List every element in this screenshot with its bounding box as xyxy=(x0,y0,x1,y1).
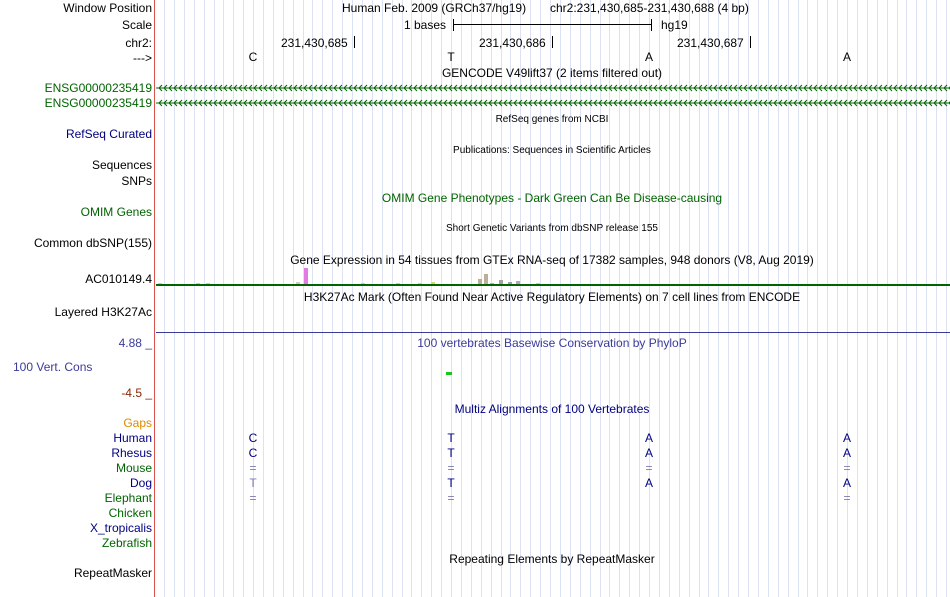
coordinate-label: 231,430,687 xyxy=(677,36,744,50)
reference-base: A xyxy=(842,50,851,64)
gtex-tissue-bar xyxy=(158,283,162,284)
alignment-base: C xyxy=(248,446,258,460)
coordinate-label: 231,430,685 xyxy=(281,36,348,50)
alignment-base: A xyxy=(842,446,851,460)
alignment-base: A xyxy=(842,431,851,445)
repeatmasker-track-label[interactable]: RepeatMasker xyxy=(73,566,152,580)
gtex-tissue-bar xyxy=(484,274,488,284)
phylop-max-label: 4.88 _ xyxy=(118,336,152,350)
species-label-mouse[interactable]: Mouse xyxy=(115,461,152,475)
phylop-track-title[interactable]: 100 vertebrates Basewise Conservation by PhyloP xyxy=(417,336,687,350)
refseq-track-title[interactable]: RefSeq genes from NCBI xyxy=(495,114,609,125)
alignment-base: A xyxy=(644,431,653,445)
sequences-track-label[interactable]: Sequences xyxy=(91,158,152,172)
coordinate-tick xyxy=(354,36,355,48)
alignment-base: C xyxy=(248,431,258,445)
refseq-track-label[interactable]: RefSeq Curated xyxy=(65,127,152,141)
gtex-tissue-bar xyxy=(431,282,435,284)
gtex-tissue-bar xyxy=(490,283,494,284)
species-label-human[interactable]: Human xyxy=(113,431,152,445)
gaps-label: Gaps xyxy=(123,416,152,430)
db-text: hg19 xyxy=(661,18,688,32)
gtex-tissue-bar xyxy=(508,282,512,284)
h3k27ac-track-label[interactable]: Layered H3K27Ac xyxy=(54,305,152,319)
gtex-expression-bars[interactable] xyxy=(156,266,950,284)
gtex-tissue-bar xyxy=(296,282,300,284)
species-label-rhesus[interactable]: Rhesus xyxy=(111,446,152,460)
gencode-track-title[interactable]: GENCODE V49lift37 (2 items filtered out) xyxy=(441,66,663,80)
alignment-base: = xyxy=(843,491,851,505)
dbsnp-track-title[interactable]: Short Genetic Variants from dbSNP release 155 xyxy=(446,223,658,234)
gtex-tissue-bar xyxy=(478,279,482,284)
alignment-base: = xyxy=(447,461,455,475)
gtex-track-label[interactable]: AC010149.4 xyxy=(85,272,152,286)
gtex-tissue-bar xyxy=(418,283,422,284)
omim-track-label[interactable]: OMIM Genes xyxy=(80,205,152,219)
reference-base: C xyxy=(248,50,258,64)
gencode-gene-feature[interactable] xyxy=(156,97,950,109)
alignment-base: T xyxy=(447,476,455,490)
h3k27ac-track-title[interactable]: H3K27Ac Mark (Often Found Near Active Regulatory Elements) on 7 cell lines from ENCODE xyxy=(303,290,801,304)
coordinate-tick xyxy=(552,36,553,48)
gencode-item-label[interactable]: ENSG00000235419 xyxy=(44,96,152,110)
h3k27ac-baseline xyxy=(156,332,950,333)
gtex-tissue-bar xyxy=(516,281,520,284)
phylop-score-mark xyxy=(446,372,452,375)
strand-label: ---> xyxy=(133,51,152,65)
gtex-tissue-bar xyxy=(536,283,540,284)
snps-track-label[interactable]: SNPs xyxy=(121,174,152,188)
species-label-elephant[interactable]: Elephant xyxy=(104,491,152,505)
gtex-tissue-bar xyxy=(361,283,365,284)
gtex-baseline xyxy=(156,284,950,286)
species-label-dog[interactable]: Dog xyxy=(129,476,152,490)
window-position-label: Window Position xyxy=(63,1,152,15)
scale-label: Scale xyxy=(121,18,152,32)
scale-bar-left-tick xyxy=(453,19,454,31)
scale-bar xyxy=(453,24,652,25)
gtex-tissue-bar xyxy=(304,268,308,284)
alignment-base: = xyxy=(843,461,851,475)
scale-bar-right-tick xyxy=(651,19,652,31)
coordinate-tick xyxy=(750,36,751,48)
gtex-tissue-bar xyxy=(206,283,210,284)
coordinate-label: 231,430,686 xyxy=(479,36,546,50)
species-label-chicken[interactable]: Chicken xyxy=(108,506,152,520)
alignment-base: = xyxy=(447,491,455,505)
alignment-base: A xyxy=(644,476,653,490)
alignment-base: T xyxy=(249,476,257,490)
gtex-tissue-bar xyxy=(499,280,503,284)
assembly-text: Human Feb. 2009 (GRCh37/hg19) xyxy=(342,1,527,15)
species-label-zebrafish[interactable]: Zebrafish xyxy=(101,536,152,550)
label-separator xyxy=(154,0,155,597)
alignment-base: = xyxy=(249,491,257,505)
reference-base: T xyxy=(447,50,455,64)
dbsnp-track-label[interactable]: Common dbSNP(155) xyxy=(33,236,152,250)
alignment-base: = xyxy=(249,461,257,475)
alignment-base: A xyxy=(842,476,851,490)
alignment-base: T xyxy=(447,446,455,460)
phylop-min-label: -4.5 _ xyxy=(121,386,152,400)
gencode-item-label[interactable]: ENSG00000235419 xyxy=(44,81,152,95)
species-label-x-tropicalis[interactable]: X_tropicalis xyxy=(89,521,152,535)
gtex-tissue-bar xyxy=(396,283,400,284)
gencode-gene-feature[interactable] xyxy=(156,82,950,94)
scale-text: 1 bases xyxy=(404,18,447,32)
gtex-track-title[interactable]: Gene Expression in 54 tissues from GTEx RNA-seq of 17382 samples, 948 donors (V8, Aug 2019) xyxy=(290,253,814,267)
alignment-base: T xyxy=(447,431,455,445)
alignment-base: = xyxy=(645,461,653,475)
gtex-tissue-bar xyxy=(196,283,200,284)
chrom-label: chr2: xyxy=(125,36,152,50)
position-text[interactable]: chr2:231,430,685-231,430,688 (4 bp) xyxy=(550,1,749,15)
repeatmasker-track-title[interactable]: Repeating Elements by RepeatMasker xyxy=(449,552,655,566)
reference-base: A xyxy=(644,50,653,64)
phylop-track-label[interactable]: 100 Vert. Cons xyxy=(13,360,93,374)
omim-track-title[interactable]: OMIM Gene Phenotypes - Dark Green Can Be Disease-causing xyxy=(381,191,723,205)
alignment-base: A xyxy=(644,446,653,460)
publications-track-title[interactable]: Publications: Sequences in Scientific Articles xyxy=(453,145,651,156)
multiz-track-title[interactable]: Multiz Alignments of 100 Vertebrates xyxy=(454,402,650,416)
